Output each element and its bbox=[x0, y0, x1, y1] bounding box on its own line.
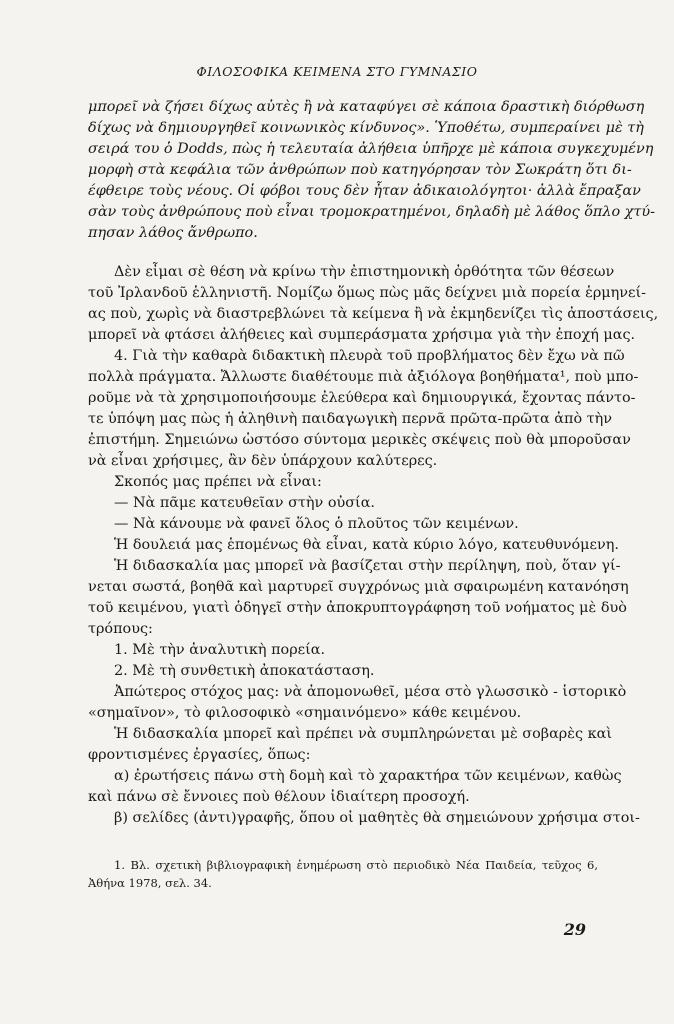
text-line: «σημαῖνον», τὸ φιλοσοφικὸ «σημαινόμενο» κάθε κειμένου. bbox=[88, 705, 522, 721]
text-line: Ἡ δουλειά μας ἑπομένως θὰ εἶναι, κατὰ κύριο λόγο, κατευθυνόμενη. bbox=[114, 537, 619, 553]
text-line: Δὲν εἶμαι σὲ θέση νὰ κρίνω τὴν ἐπιστημονικὴ ὀρθότητα τῶν θέσεων bbox=[114, 264, 615, 280]
text-line: ας ποὺ, χωρὶς νὰ διαστρεβλώνει τὰ κείμενα ἢ νὰ ἐκμηδενίζει τὶς ἀποστάσεις, bbox=[88, 306, 659, 322]
text-line: Ἡ διδασκαλία μπορεῖ καὶ πρέπει νὰ συμπληρώνεται μὲ σοβαρὲς καὶ bbox=[114, 726, 612, 742]
text-line: τρόπους: bbox=[88, 621, 153, 637]
text-line: καὶ πάνω σὲ ἔννοιες ποὺ θέλουν ἰδιαίτερη προσοχή. bbox=[88, 789, 470, 805]
text-line: μπορεῖ νὰ ζήσει δίχως αὐτὲς ἢ νὰ καταφύγει σὲ κάποια δραστικὴ διόρθωση bbox=[88, 99, 645, 115]
text-line: τε ὑπόψη μας πὼς ἡ ἀληθινὴ παιδαγωγικὴ περνᾶ πρῶτα-πρῶτα ἀπὸ τὴν bbox=[88, 411, 613, 427]
text-line: ἐπιστήμη. Σημειώνω ὡστόσο σύντομα μερικὲς σκέψεις ποὺ θὰ μποροῦσαν bbox=[88, 432, 631, 448]
text-line: μορφὴ στὰ κεφάλια τῶν ἀνθρώπων ποὺ κατηγόρησαν τὸν Σωκράτη ὅτι δι- bbox=[88, 162, 632, 178]
text-line: Ἡ διδασκαλία μας μπορεῖ νὰ βασίζεται στὴν περίληψη, ποὺ, ὅταν γί- bbox=[114, 558, 621, 574]
text-line: 2. Μὲ τὴ συνθετικὴ ἀποκατάσταση. bbox=[114, 663, 375, 679]
text-line: β) σελίδες (ἀντι)γραφῆς, ὅπου οἱ μαθητὲς θὰ σημειώνουν χρήσιμα στοι- bbox=[114, 810, 640, 826]
text-line: — Νὰ πᾶμε κατευθεῖαν στὴν οὐσία. bbox=[114, 495, 375, 511]
text-line: τοῦ Ἰρλανδοῦ ἑλληνιστῆ. Νομίζω ὅμως πὼς μᾶς δείχνει μιὰ πορεία ἑρμηνεί- bbox=[88, 285, 646, 301]
text-line: Ἀπώτερος στόχος μας: νὰ ἀπομονωθεῖ, μέσα στὸ γλωσσικὸ - ἱστορικὸ bbox=[114, 684, 627, 700]
page-number: 29 bbox=[563, 920, 586, 939]
text-line: νεται σωστά, βοηθᾶ καὶ μαρτυρεῖ συγχρόνως μιὰ σφαιρωμένη κατανόηση bbox=[88, 579, 629, 595]
text-line: 1. Μὲ τὴν ἀναλυτικὴ πορεία. bbox=[114, 642, 326, 658]
text-line: μπορεῖ νὰ φτάσει ἀλήθειες καὶ συμπεράσματα χρήσιμα γιὰ τὴν ἐποχή μας. bbox=[88, 327, 636, 343]
text-line: ροῦμε νὰ τὰ χρησιμοποιήσουμε ἐλεύθερα καὶ δημιουργικά, ἔχοντας πάντο- bbox=[88, 390, 636, 406]
text-line: — Νὰ κάνουμε νὰ φανεῖ ὅλος ὁ πλοῦτος τῶν κειμένων. bbox=[114, 516, 519, 532]
text-line: 4. Γιὰ τὴν καθαρὰ διδακτικὴ πλευρὰ τοῦ προβλήματος δὲν ἔχω νὰ πῶ bbox=[114, 348, 625, 364]
footnote bbox=[88, 856, 598, 892]
footnote-line: 1. Βλ. σχετικὴ βιβλιογραφικὴ ἐνημέρωση στὸ περιοδικὸ Νέα Παιδεία, τεῦχος 6, bbox=[114, 858, 598, 872]
text-line: σειρά του ὁ Dodds, πὼς ἡ τελευταία ἀλήθεια ὑπῆρχε μὲ κάποια συγκεχυμένη bbox=[88, 141, 654, 157]
text-line: νὰ εἶναι χρήσιμες, ἂν δὲν ὑπάρχουν καλύτερες. bbox=[88, 453, 438, 469]
text-line: τοῦ κειμένου, γιατὶ ὁδηγεῖ στὴν ἀποκρυπτογράφηση τοῦ νοήματος μὲ δυὸ bbox=[88, 600, 627, 616]
text-line: Σκοπός μας πρέπει νὰ εἶναι: bbox=[114, 474, 322, 490]
text-line: πησαν λάθος ἄνθρωπο. bbox=[88, 225, 258, 241]
main-text bbox=[88, 262, 659, 829]
intro-paragraph bbox=[88, 97, 655, 244]
text-line: φροντισμένες ἐργασίες, ὅπως: bbox=[88, 747, 311, 763]
text-line: πολλὰ πράγματα. Ἄλλωστε διαθέτουμε πιὰ ἀξιόλογα βοηθήματα¹, ποὺ μπο- bbox=[88, 369, 639, 385]
text-line: σὰν τοὺς ἀνθρώπους ποὺ εἶναι τρομοκρατημένοι, δηλαδὴ μὲ λάθος ὅπλο χτύ- bbox=[88, 204, 655, 220]
text-line: δίχως νὰ δημιουργηθεῖ κοινωνικὸς κίνδυνος». Ὑποθέτω, συμπεραίνει μὲ τὴ bbox=[88, 120, 644, 136]
text-line: α) ἐρωτήσεις πάνω στὴ δομὴ καὶ τὸ χαρακτήρα τῶν κειμένων, καθὼς bbox=[114, 768, 622, 784]
running-header: ΦΙΛΟΣΟΦΙΚΑ ΚΕΙΜΕΝΑ ΣΤΟ ΓΥΜΝΑΣΙΟ bbox=[196, 64, 478, 79]
footnote-line: Ἀθήνα 1978, σελ. 34. bbox=[88, 876, 212, 890]
text-line: έφθειρε τοὺς νέους. Οἱ φόβοι τους δὲν ἦταν ἀδικαιολόγητοι· ἀλλὰ ἔπραξαν bbox=[88, 183, 641, 199]
